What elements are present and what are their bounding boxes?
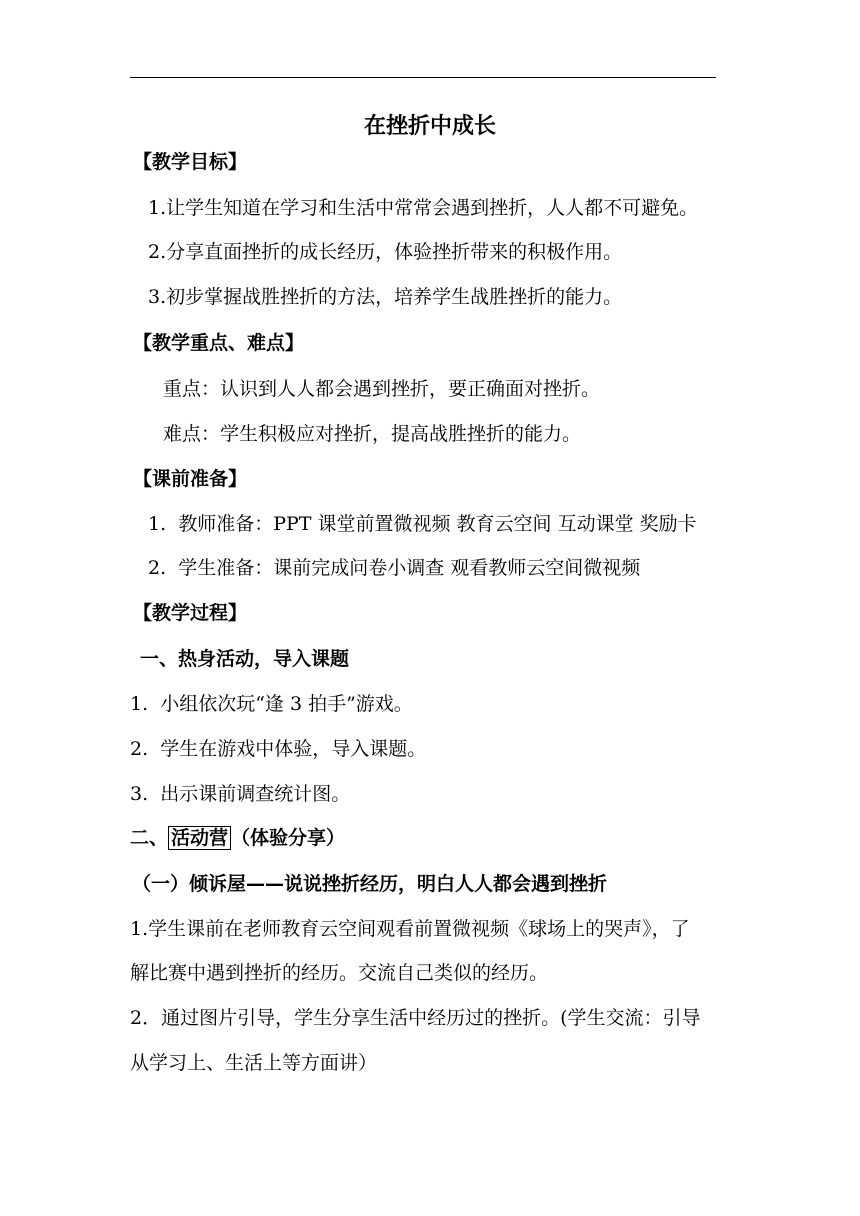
goals-heading: 【教学目标】 [133,151,248,173]
part2-heading-boxed: 活动营 [168,826,231,850]
goal-item: 1.让学生知道在学习和生活中常常会遇到挫折，人人都不可避免。 [148,197,699,219]
preparation-heading: 【课前准备】 [133,468,248,490]
part1-item: 3. 出示课前调查统计图。 [130,783,351,805]
part1-item: 2. 学生在游戏中体验，导入课题。 [130,738,427,760]
part1-item: 1. 小组依次玩“逢 3 拍手”游戏。 [130,693,413,715]
key-point-item: 重点：认识到人人都会遇到挫折，要正确面对挫折。 [163,378,601,400]
paragraph-line: 2．通过图片引导，学生分享生活中经历过的挫折。(学生交流：引导 [130,1007,701,1029]
part2-heading-prefix: 二、 [130,827,169,849]
process-heading: 【教学过程】 [133,602,248,624]
key-points-heading: 【教学重点、难点】 [133,332,305,354]
part2-heading-suffix: （体验分享） [231,827,346,849]
document-title: 在挫折中成长 [363,114,496,139]
part2-heading [130,826,345,850]
paragraph-line: 解比赛中遇到挫折的经历。交流自己类似的经历。 [130,962,549,984]
header-rule [130,77,716,78]
key-point-item: 难点：学生积极应对挫折，提高战胜挫折的能力。 [163,423,582,445]
sub1-heading: （一）倾诉屋——说说挫折经历，明白人人都会遇到挫折 [132,873,608,895]
preparation-item: 2. 学生准备：课前完成问卷小调查 观看教师云空间微视频 [148,557,641,579]
goal-item: 2.分享直面挫折的成长经历，体验挫折带来的积极作用。 [148,241,623,263]
preparation-item: 1. 教师准备：PPT 课堂前置微视频 教育云空间 互动课堂 奖励卡 [148,513,697,535]
paragraph-line: 从学习上、生活上等方面讲） [130,1052,378,1074]
part1-heading: 一、热身活动，导入课题 [140,648,350,670]
goal-item: 3.初步掌握战胜挫折的方法，培养学生战胜挫折的能力。 [148,286,623,308]
paragraph-line: 1.学生课前在老师教育云空间观看前置微视频《球场上的哭声》，了 [130,918,690,940]
